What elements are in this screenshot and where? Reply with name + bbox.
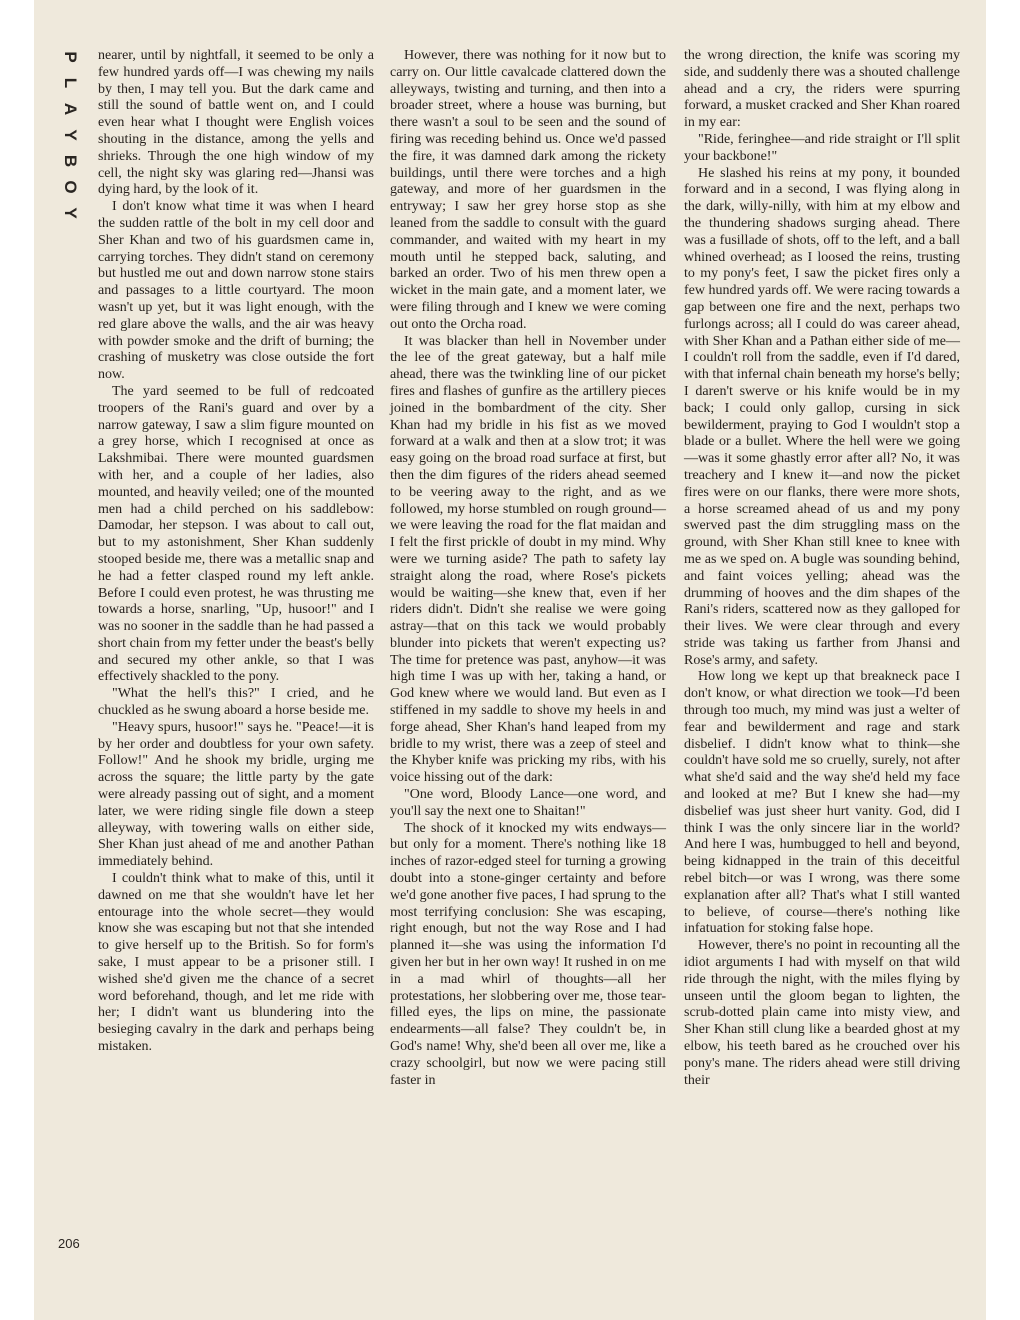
brand-letter: A (61, 102, 80, 116)
paragraph: nearer, until by nightfall, it seemed to be only a few hundred yards off—I was chewing my nails by then, I may tell you. But the dark came and still the sound of battle went on, and I could even hear what I thought were English voices shouting in the distance, among the yells and shrieks. Through the one high window of my cell, the night sky was glaring red—Jhansi was dying hard, by the look of it. (98, 48, 374, 198)
brand-letter: B (61, 154, 80, 168)
column-2 (390, 48, 666, 1089)
paragraph: How long we kept up that breakneck pace I don't know, or what direction we took—I'd been through too much, my mind was just a welter of fear and bewilderment and rage and stark disbelief. I didn't know what to think—she couldn't have sold me so cruelly, surely, not after what she'd said and the way she'd held my face and looked at me? But I knew she had—my disbelief was just sheer hurt vanity. God, did I think I was the only sincere liar in the world? And here I was, humbugged to hell and beyond, being kidnapped in the train of this deceitful rebel bitch—or was I wrong, was there some explanation after all? That's what I still wanted to believe, of course—there's nothing like infatuation for stoking false hope. (684, 669, 960, 937)
paragraph: He slashed his reins at my pony, it bounded forward and in a second, I was flying along in the dark, willy-nilly, with him at my elbow and the thundering shadows surging ahead. There was a fusillade of shots, off to the left, and a ball whined overhead; as I loosed the reins, trusting to my pony's feet, I saw the picket fires only a few hundred yards off. We were racing towards a gap between one fire and the next, perhaps two furlongs across; all I could do was career ahead, with Sher Khan and a Pathan either side of me—I couldn't roll from the saddle, even if I'd dared, with that infernal chain beneath my horse's belly; I daren't swerve or his knife would be in my back; I could only gallop, cursing in sick bewilderment, praying to God I wouldn't stop a blade or a bullet. Where the hell were we going—was it some ghastly error after all? No, it was treachery and I knew it—and now the picket fires were on our flanks, there were more shots, a horse screamed ahead of us and my pony swerved past the dim struggling mass on the ground, with Sher Khan still knee to knee with me as we sped on. A bugle was sounding behind, and faint voices yelling; ahead was the drumming of hooves and the dim shapes of the Rani's riders, scattered now as they galloped for their lives. We were clear through and every stride was taking us farther from Jhansi and Rose's army, and safety. (684, 165, 960, 668)
paragraph: I couldn't think what to make of this, until it dawned on me that she wouldn't have let her entourage into the whole secret—they would know she was escaping but not that she intended to give herself up to the British. So for form's sake, I must appear to be a prisoner still. I wished she'd given me the chance of a secret word beforehand, though, and let me ride with her; I didn't want us blundering into the besieging cavalry in the dark and perhaps being mistaken. (98, 871, 374, 1055)
paragraph: However, there's no point in recounting all the idiot arguments I had with myself on that wild ride through the night, with the miles flying by unseen until the gloom began to lighten, the scrub-dotted plain came into misty view, and Sher Khan still clung like a bearded ghost at my elbow, his teeth bared as he crouched over his pony's mane. The riders ahead were still driving their (684, 938, 960, 1088)
brand-letter: Y (61, 207, 80, 219)
paragraph: However, there was nothing for it now but to carry on. Our little cavalcade clattered down the alleyways, twisting and turning, and then into a broader street, where a house was burning, but there wasn't a soul to be seen and the sound of firing was receding behind us. Once we'd passed the fire, it was damned dark among the rickety buildings, until there were torches and a high gateway, and more of her guardsmen in the entryway; I saw her grey horse stop as she leaned from the saddle to consult with the guard commander, and waited with my heart in my mouth until he stepped back, saluting, and barked an order. Two of his men threw open a wicket in the main gate, and a moment later, we were filing through and I knew we were coming out onto the Orcha road. (390, 48, 666, 332)
paragraph: It was blacker than hell in November under the lee of the great gateway, but a half mile ahead, there was the twinkling line of our picket fires and flashes of gunfire as the artillery pieces joined in the bombardment of the city. Sher Khan had my bridle in his fist as we moved forward at a walk and then at a slow trot; it was easy going on the broad road surface at first, but then the dim figures of the riders ahead seemed to be veering away to the right, and as we followed, my horse stumbled on rough ground—we were leaving the road for the flat maidan and I felt the first prickle of doubt in my mind. Why were we turning aside? The path to safety lay straight along the road, where Rose's pickets would be waiting—she knew that, even if her riders didn't. Didn't she realise we were going astray—that on this tack we would probably blunder into pickets that weren't expecting us? The time for pretence was past, anyhow—it was high time I was up with her, taking a hand, or God knew where we would land. But even as I stiffened in my saddle to shove my heels in and forge ahead, Sher Khan's hand leaped from my bridle to my wrist, there was a zeep of steel and the Khyber knife was pricking my ribs, with his voice hissing out of the dark: (390, 333, 666, 786)
brand-letter: O (61, 180, 80, 194)
brand-letter: P (61, 51, 80, 63)
magazine-name (60, 44, 80, 226)
brand-letter: Y (61, 129, 80, 141)
column-1 (98, 48, 374, 1056)
paragraph: "Ride, feringhee—and ride straight or I'll split your backbone!" (684, 131, 960, 164)
column-3 (684, 48, 960, 1089)
paragraph: "One word, Bloody Lance—one word, and you'll say the next one to Shaitan!" (390, 787, 666, 819)
paragraph: The yard seemed to be full of redcoated troopers of the Rani's guard and over by a narrow gateway, I saw a slim figure mounted on a grey horse, which I recognised at once as Lakshmibai. There were mounted guardsmen with her, and a couple of her ladies, also mounted, and heavily veiled; one of the mounted men had a child perched on his saddlebow: Damodar, her stepson. I was about to call out, but to my astonishment, Sher Khan suddenly stooped beside me, there was a metallic snap and he had a fetter clasped round my left ankle. Before I could even protest, he was thrusting me towards a horse, snarling, "Up, husoor!" and I was no sooner in the saddle than he had passed a short chain from my fetter under the beast's belly and secured my other ankle, so that I was effectively shackled to the pony. (98, 383, 374, 685)
paragraph: "Heavy spurs, husoor!" says he. "Peace!—it is by her order and doubtless for your own safety. Follow!" And he shook my bridle, urging me across the square; the little party by the gate were already passing out of sight, and a moment later, we were riding single file down a steep alleyway, with towering walls on either side, Sher Khan just ahead of me and another Pathan immediately behind. (98, 719, 374, 870)
page-number: 206 (58, 1236, 80, 1251)
paragraph: the wrong direction, the knife was scoring my side, and suddenly there was a shouted challenge ahead and a cry, the riders were spurring forward, a musket cracked and Sher Khan roared in my ear: (684, 48, 960, 131)
magazine-page (34, 0, 986, 1320)
paragraph: "What the hell's this?" I cried, and he chuckled as he swung aboard a horse beside me. (98, 686, 374, 719)
paragraph: The shock of it knocked my wits endways—but only for a moment. There's nothing like 18 inches of razor-edged steel for turning a growing doubt into a stone-ginger certainty and before we'd gone another five paces, I had sprung to the most terrifying conclusion: She was escaping, right enough, but not the way Rose and I had planned it—she was using the information I'd given her but in her own way! It rushed in on me in a mad whirl of thoughts—all her protestations, her slobbering over me, those tear-filled eyes, the lips on mine, the passionate endearments—all false? They couldn't be, in God's name! Why, she'd been all over me, like a crazy schoolgirl, but now we were pacing still faster in (390, 820, 666, 1088)
brand-letter: L (61, 77, 80, 89)
paragraph: I don't know what time it was when I heard the sudden rattle of the bolt in my cell door and Sher Khan and two of his guardsmen came in, carrying torches. They didn't stand on ceremony but hustled me out and down narrow stone stairs and passages to a little courtyard. The moon wasn't up yet, but it was light enough, with the red glare above the walls, and the air was heavy with powder smoke and the drift of burning; the crashing of musketry was close outside the fort now. (98, 199, 374, 383)
